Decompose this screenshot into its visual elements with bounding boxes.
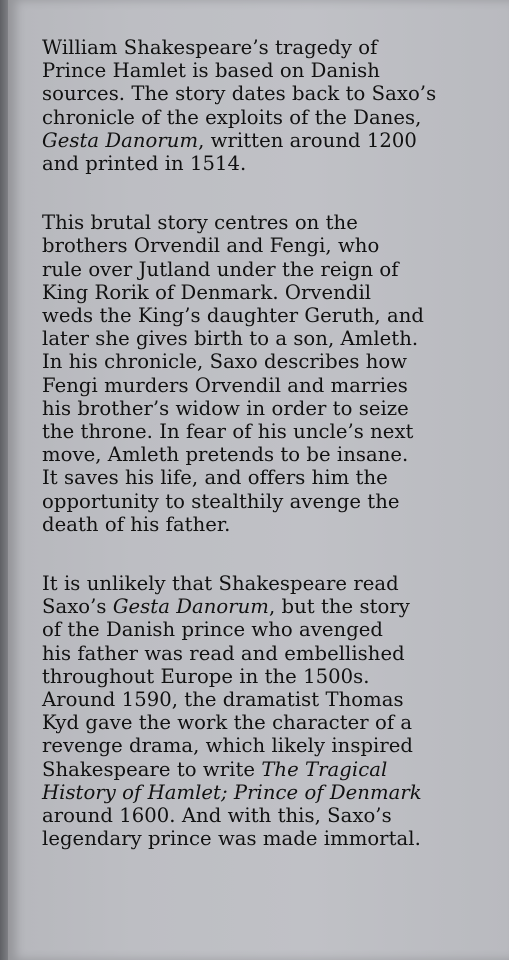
p3-line-1: It is unlikely that Shakespeare read: [42, 572, 399, 596]
paragraph-1: [42, 36, 480, 175]
p1-line-2: Prince Hamlet is based on Danish: [42, 59, 380, 83]
p2-line-9: his brother’s widow in order to seize: [42, 396, 409, 420]
p2-line-10: the throne. In fear of his uncle’s next: [42, 420, 414, 444]
p2-line-3: rule over Jutland under the reign of: [42, 257, 399, 281]
p3-line-4: his father was read and embellished: [42, 641, 405, 665]
paragraph-3: [42, 572, 480, 850]
p3-line-6: Around 1590, the dramatist Thomas: [42, 688, 404, 712]
p2-line-11: move, Amleth pretends to be insane.: [42, 443, 409, 467]
paragraph-2: [42, 211, 480, 536]
p3-line-12: legendary prince was made immortal.: [42, 827, 421, 851]
plaque-text-block: [42, 36, 480, 887]
p1-line-6: and printed in 1514.: [42, 152, 247, 176]
p2-line-7: In his chronicle, Saxo describes how: [42, 350, 408, 374]
p1-line-5: [42, 129, 480, 152]
p2-line-2: brothers Orvendil and Fengi, who: [42, 234, 380, 258]
p1-line-5-rest: , written around 1200: [198, 128, 417, 152]
p3-line-3: of the Danish prince who avenged: [42, 618, 384, 642]
p1-line-3: sources. The story dates back to Saxo’s: [42, 82, 437, 106]
p3-line-11: around 1600. And with this, Saxo’s: [42, 804, 392, 828]
p3-line-2-italic: Gesta Danorum: [112, 595, 269, 619]
p3-line-9: [42, 758, 480, 781]
p3-line-7: Kyd gave the work the character of a: [42, 711, 413, 735]
p1-line-4: chronicle of the exploits of the Danes,: [42, 105, 422, 129]
p3-line-9-start: Shakespeare to write: [42, 757, 262, 781]
p3-line-2: [42, 595, 480, 618]
p2-line-5: weds the King’s daughter Geruth, and: [42, 304, 424, 328]
information-plaque: [8, 0, 509, 960]
p2-line-13: opportunity to stealthily avenge the: [42, 489, 400, 513]
p3-line-8: revenge drama, which likely inspired: [42, 734, 414, 758]
p3-line-5: throughout Europe in the 1500s.: [42, 664, 370, 688]
p1-line-5-italic: Gesta Danorum: [42, 128, 199, 152]
p2-line-1: This brutal story centres on the: [42, 211, 358, 235]
p2-line-12: It saves his life, and offers him the: [42, 466, 388, 490]
p3-line-2-start: Saxo’s: [42, 595, 113, 619]
p2-line-14: death of his father.: [42, 512, 231, 536]
p2-line-8: Fengi murders Orvendil and marries: [42, 373, 408, 397]
p2-line-4: King Rorik of Denmark. Orvendil: [42, 280, 372, 304]
p1-line-1: William Shakespeare’s tragedy of: [42, 36, 378, 59]
p3-line-9-italic: The Tragical: [261, 757, 388, 781]
p2-line-6: later she gives birth to a son, Amleth.: [42, 327, 419, 351]
p3-line-2-rest: , but the story: [268, 595, 410, 619]
p3-line-10-italic: History of Hamlet; Prince of Denmark: [42, 780, 422, 804]
